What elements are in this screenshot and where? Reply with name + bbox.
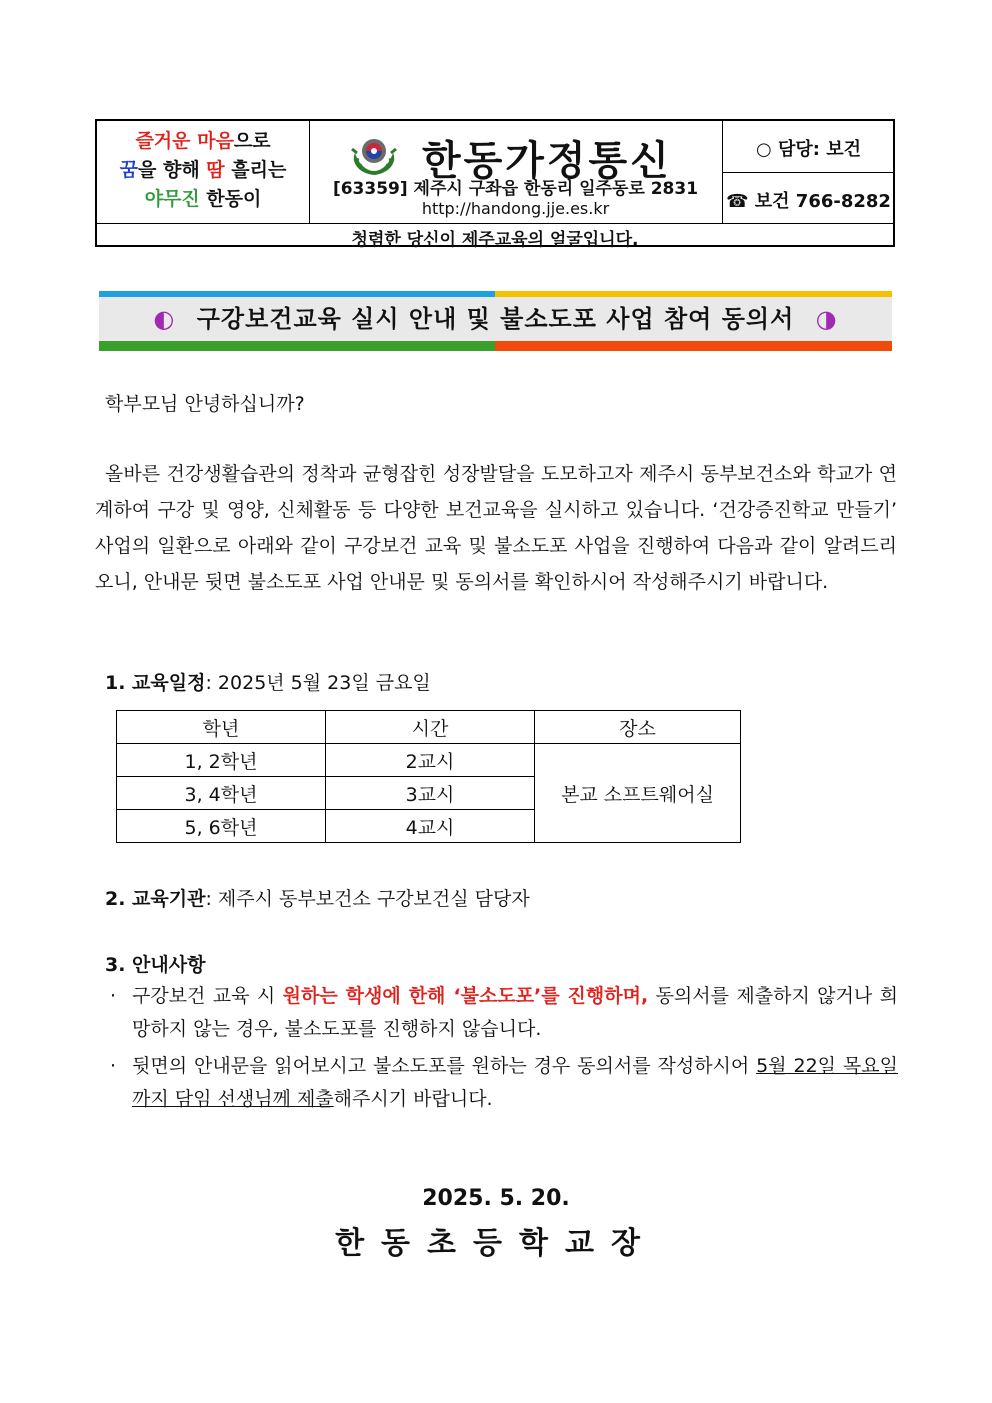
- bullet-text-part: 동의서를 제출하지 않거나 희망하지 않는 경우, 불소도포를 진행하지 않습니다.: [132, 985, 898, 1040]
- table-header: 장소: [535, 711, 741, 744]
- slogan-text: 흘리는: [224, 159, 287, 181]
- school-emblem-icon: [349, 131, 399, 177]
- notice-bullet: [110, 1050, 898, 1116]
- table-row: [117, 744, 741, 777]
- contact-phone: ☎ 보건 766-8282: [726, 191, 891, 212]
- slogan-text: 으로: [233, 130, 271, 152]
- slogan-text: 한동이: [199, 188, 262, 210]
- grade-cell: 1, 2학년: [117, 744, 326, 777]
- school-address-block: [309, 179, 722, 219]
- slogan-highlight: 즐거운 마음: [135, 130, 234, 152]
- table-header: 시간: [326, 711, 535, 744]
- intro-paragraph: [95, 456, 897, 600]
- slogan-highlight: 땀: [206, 159, 225, 181]
- half-circle-right-icon: ◑: [815, 305, 838, 333]
- bullet-mark: ·: [110, 985, 117, 1007]
- intro-text: 올바른 건강생활습관의 정착과 균형잡힌 성장발달을 도모하고자 제주시 동부보건소와 학교가 연계하여 구강 및 영양, 신체활동 등 다양한 보건교육을 실시하고 있습니다. ‘건강증진학교 만들기’ 사업의 일환으로 아래와 같이 구강보건 교육 및 불소도포 사업을 진행하여 다음과 같이 알려드리오니, 안내문 뒷면 불소도포 사업 안내문 및 동의서를 확인하시어 작성해주시기 바랍니다.: [95, 463, 897, 593]
- table-header: 학년: [117, 711, 326, 744]
- time-cell: 4교시: [326, 810, 535, 843]
- place-cell: 본교 소프트웨어실: [535, 744, 741, 843]
- section-value: : 제주시 동부보건소 구강보건실 담당자: [205, 888, 530, 910]
- school-address: [63359] 제주시 구좌읍 한동리 일주동로 2831: [332, 179, 699, 199]
- section-heading: 3. 안내사항: [105, 954, 206, 976]
- bullet-text: [132, 980, 898, 1046]
- greeting: 학부모님 안녕하십니까?: [105, 393, 305, 415]
- school-website: http://handong.jje.es.kr: [421, 199, 610, 218]
- integrity-motto: 청렴한 당신이 제주교육의 얼굴입니다.: [351, 230, 639, 250]
- grade-cell: 3, 4학년: [117, 777, 326, 810]
- bullet-mark: ·: [110, 1055, 117, 1077]
- notice-bullet: [110, 980, 898, 1046]
- banner-bar: [99, 341, 495, 351]
- section-heading: 2. 교육기관: [105, 888, 206, 910]
- schedule-section: [105, 668, 431, 695]
- document-title: [99, 297, 892, 341]
- schedule-table: [116, 710, 741, 843]
- time-cell: 3교시: [326, 777, 535, 810]
- header-divider: [97, 223, 893, 224]
- newsletter-title: 한동가정통신: [422, 137, 672, 184]
- slogan-text: 을 향해: [138, 159, 207, 181]
- slogan-highlight: 야무진: [144, 188, 200, 210]
- contact-person: ○ 담당: 보건: [756, 139, 861, 160]
- section-value: : 2025년 5월 23일 금요일: [205, 672, 431, 694]
- time-cell: 2교시: [326, 744, 535, 777]
- bullet-text-part: 뒷면의 안내문을 읽어보시고 불소도포를 원하는 경우 동의서를 작성하시어: [132, 1055, 757, 1077]
- grade-cell: 5, 6학년: [117, 810, 326, 843]
- header-divider: [722, 172, 895, 173]
- banner-bar: [495, 341, 892, 351]
- bullet-text-part: 구강보건 교육 시: [132, 985, 283, 1007]
- document-title-text: 구강보건교육 실시 안내 및 불소도포 사업 참여 동의서: [196, 305, 795, 333]
- issue-date: 2025. 5. 20.: [422, 1186, 570, 1211]
- bullet-deadline: 5월 22일 목요일까지 담임 선생님께 제출: [132, 1055, 898, 1110]
- bullet-text-part: 해주시기 바랍니다.: [333, 1088, 493, 1110]
- slogan-highlight: 꿈: [119, 159, 138, 181]
- newsletter-header: [95, 119, 895, 250]
- bullet-text: [132, 1050, 898, 1116]
- principal-signature: 한동초등학교장: [335, 1226, 657, 1261]
- institution-section: [105, 884, 530, 911]
- section-heading: 1. 교육일정: [105, 672, 206, 694]
- half-circle-left-icon: ◐: [153, 305, 176, 333]
- notice-section: [105, 950, 205, 977]
- bullet-emphasis: 원하는 학생에 한해 ‘불소도포’를 진행하며,: [282, 985, 649, 1007]
- school-slogan: [97, 127, 309, 214]
- table-header-row: [117, 711, 741, 744]
